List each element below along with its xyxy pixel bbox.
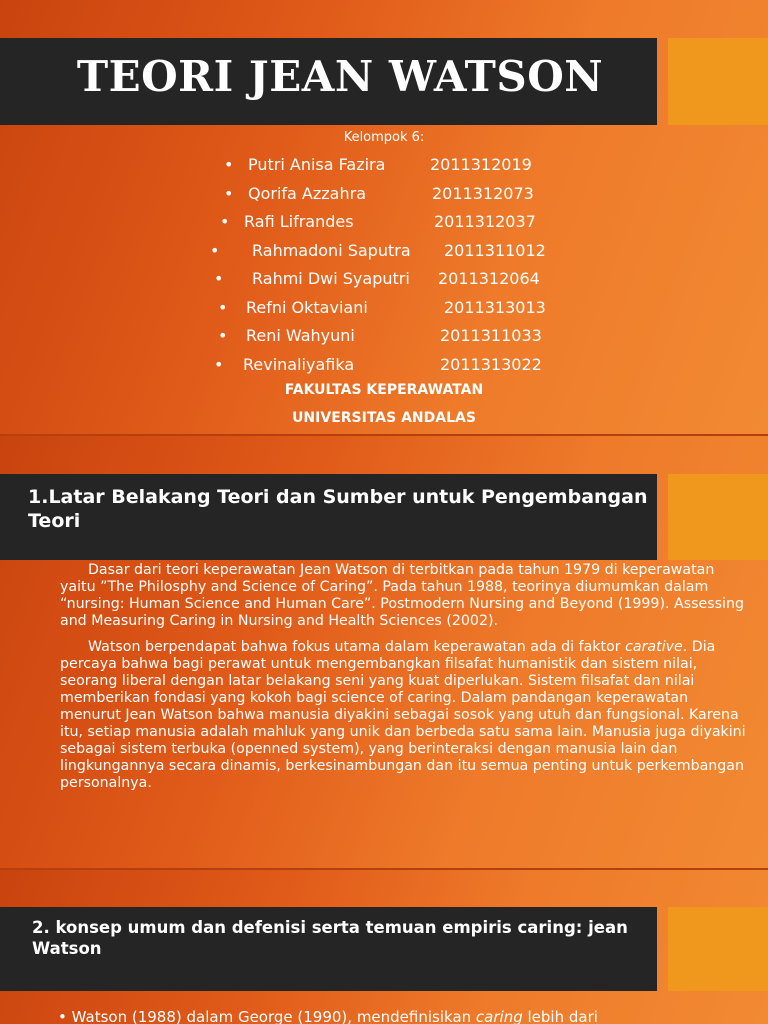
concept-slide	[0, 868, 768, 1024]
background-slide	[0, 434, 768, 868]
bullet: •	[214, 354, 224, 374]
bullet: •	[224, 155, 234, 174]
section-body	[60, 562, 750, 801]
member-item	[0, 239, 768, 268]
member-item	[0, 267, 768, 296]
bullet: •	[218, 326, 228, 345]
member-nim: 2011313022	[440, 354, 542, 374]
bullet: •	[220, 212, 230, 231]
paragraph	[60, 639, 750, 792]
member-list	[0, 153, 768, 381]
member-nim: 2011312037	[434, 212, 536, 231]
member-item	[0, 324, 768, 353]
member-nim: 2011312064	[438, 269, 540, 288]
accent-block	[668, 38, 768, 125]
member-item	[0, 153, 768, 182]
heading-number: 2.	[32, 918, 50, 937]
bullet-item	[58, 1008, 758, 1024]
bullet: •	[218, 297, 228, 317]
bullet: •	[58, 1008, 67, 1024]
paragraph	[60, 562, 750, 630]
member-name: Rahmadoni Saputra	[252, 240, 411, 260]
bullet-text: lebih dari	[522, 1008, 598, 1024]
accent-block	[668, 907, 768, 991]
member-item	[0, 182, 768, 211]
university-name: UNIVERSITAS ANDALAS	[292, 410, 476, 426]
member-nim: 2011312019	[430, 155, 532, 174]
member-name: Rahmi Dwi Syaputri	[252, 269, 410, 288]
paragraph-text: . Dia percaya bahwa bagi perawat untuk mengembangkan filsafat humanistik dan sistem nilai, seorang liberal dengan latar belakang seni yang kuat diperlukan. Sistem filsafat dan nilai memberikan fondasi yang kokoh bagi science of caring. Dalam pandangan keperawatan menurut Jean Watson bahwa manusia diyakini sebagai sosok yang utuh dan fungsional. Karena itu, setiap manusia adalah mahluk yang unik dan berbeda satu sama lain. Manusia juga diyakini sebagai sistem terbuka (openned system), yang berinteraksi dengan manusia lain dan lingkungannya secara dinamis, berkesinambungan dan itu semua penting untuk perkembangan personalnya.	[60, 639, 746, 792]
bullet: •	[210, 240, 220, 260]
member-nim: 2011312073	[432, 183, 534, 203]
heading-text: konsep umum dan defenisi serta temuan empiris caring: jean Watson	[32, 918, 628, 959]
member-nim: 2011311033	[440, 326, 542, 345]
paragraph-text: Dasar dari teori keperawatan Jean Watson di terbitkan pada tahun 1979 di keperawatan yaitu ”The Philosphy and Science of Caring”. Pada tahun 1988, teorinya diumumkan dalam “nursing: Human Science and Human Care”. Postmodern Nursing and Beyond (1999). Assessing and Measuring Caring in Nursing and Health Sciences (2002).	[60, 562, 744, 630]
bullet: •	[224, 183, 234, 203]
member-name: Refni Oktaviani	[246, 297, 368, 317]
italic-term: carative	[625, 639, 683, 656]
slide-title: TEORI JEAN WATSON	[76, 52, 604, 101]
paragraph-text: Watson berpendapat bahwa fokus utama dalam keperawatan ada di faktor	[88, 639, 626, 656]
section-heading	[32, 917, 662, 960]
member-nim: 2011313013	[444, 297, 546, 317]
member-item	[0, 353, 768, 382]
member-name: Putri Anisa Fazira	[248, 155, 386, 174]
title-slide	[0, 0, 768, 434]
member-name: Reni Wahyuni	[246, 326, 355, 345]
italic-term: caring	[475, 1008, 523, 1024]
faculty-name: FAKULTAS KEPERAWATAN	[284, 382, 484, 398]
bullet-text: Watson (1988) dalam George (1990), mendefinisikan	[71, 1008, 476, 1024]
member-name: Rafi Lifrandes	[244, 212, 354, 231]
section-heading: 1.Latar Belakang Teori dan Sumber untuk Pengembangan Teori	[28, 486, 648, 532]
member-name: Qorifa Azzahra	[248, 183, 366, 203]
member-item	[0, 296, 768, 325]
group-label: Kelompok 6:	[343, 130, 425, 145]
bullet: •	[214, 269, 224, 288]
member-name: Revinaliyafika	[243, 354, 355, 374]
member-item	[0, 210, 768, 239]
member-nim: 2011311012	[444, 240, 546, 260]
